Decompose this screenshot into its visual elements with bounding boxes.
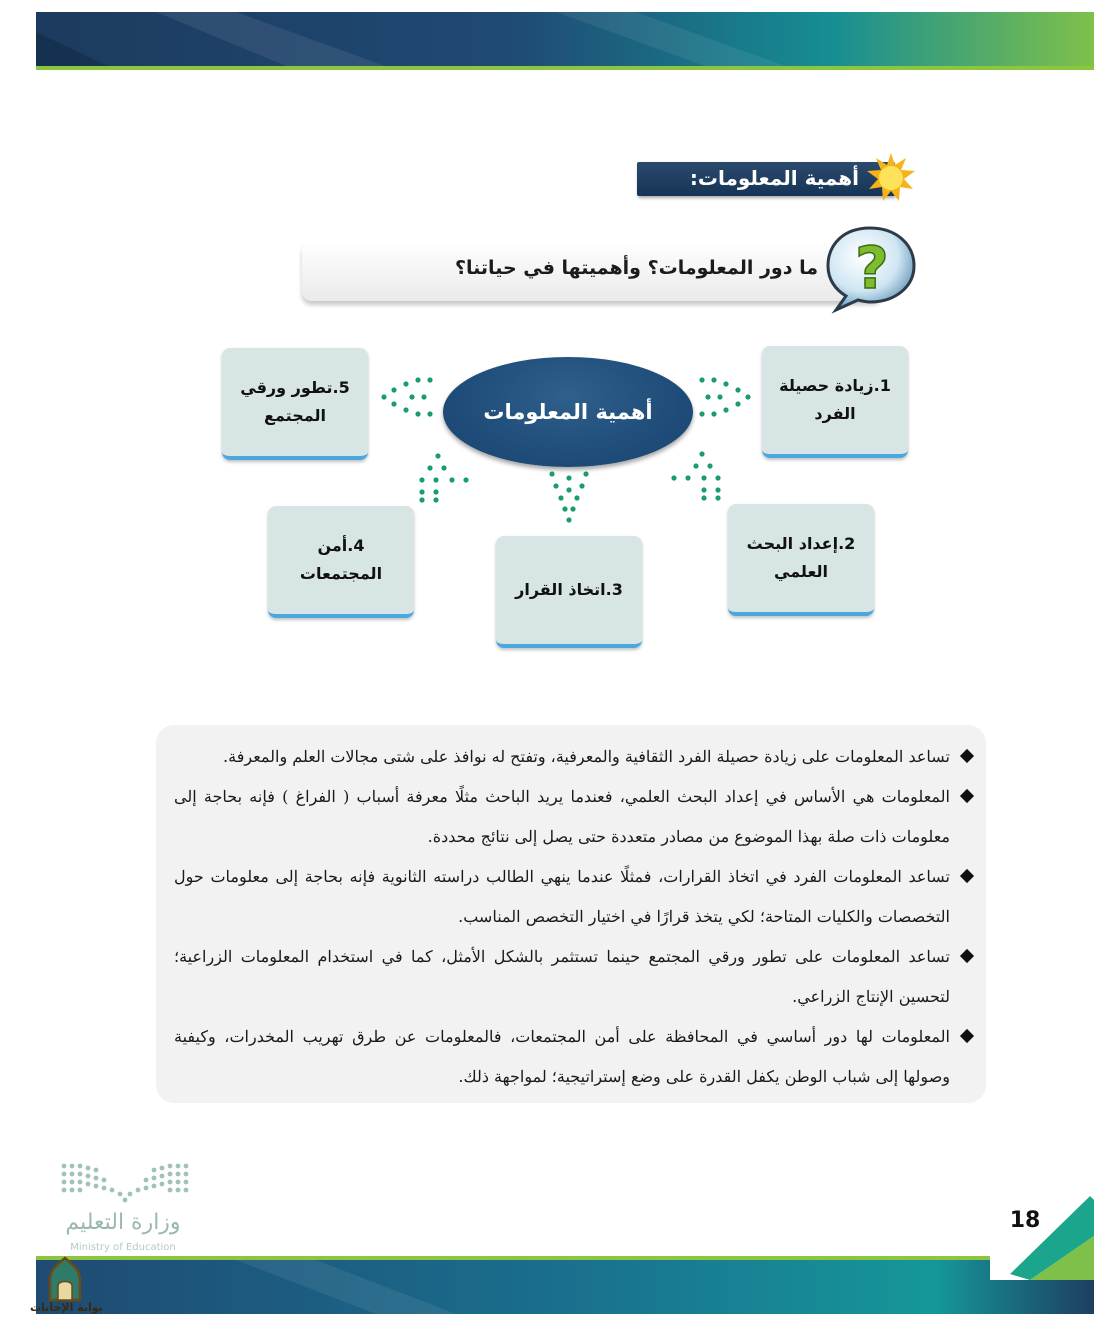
bottom-banner bbox=[36, 1256, 1094, 1314]
bullet-icon bbox=[960, 949, 974, 963]
watermark-text: بوابة الإجابات bbox=[30, 1301, 103, 1314]
ministry-logo-icon bbox=[58, 1160, 192, 1204]
question-text: ما دور المعلومات؟ وأهميتها في حياتنا؟ bbox=[455, 257, 818, 279]
ministry-name-ar: وزارة التعليم bbox=[65, 1210, 181, 1235]
paragraph-2: المعلومات هي الأساس في إعداد البحث العلمي، فعندما يريد الباحث مثلًا معرفة أسباب ( الفراغ ) فإنه بحاجة إلى معلومات ذات صلة بهذا الموضوع من مصادر متعددة حتى يصل إلى نتائج محددة. bbox=[174, 777, 950, 857]
diagram-item-5 bbox=[222, 348, 368, 460]
text-panel bbox=[156, 725, 986, 1103]
sun-icon bbox=[866, 153, 916, 203]
diagram-item-label: 2.إعداد البحث العلمي bbox=[746, 534, 856, 581]
bullet-icon bbox=[960, 789, 974, 803]
paragraph-3: تساعد المعلومات الفرد في اتخاذ القرارات، فمثلًا عندما ينهي الطالب دراسته الثانوية فإنه بحاجة إلى معلومات حول التخصصات والكليات المتاحة؛ لكي يتخذ قرارًا في اختيار التخصص المناسب. bbox=[174, 857, 950, 937]
diagram-item-4 bbox=[268, 506, 414, 618]
question-bar bbox=[302, 241, 882, 301]
center-label: أهمية المعلومات bbox=[483, 400, 653, 424]
diagram-item-label: 1.زيادة حصيلة الفرد bbox=[779, 376, 891, 423]
diagram-item-1 bbox=[762, 346, 908, 458]
bullet-icon bbox=[960, 1029, 974, 1043]
dotted-arrow-1 bbox=[696, 374, 756, 420]
dotted-arrow-5 bbox=[376, 374, 436, 420]
page-number: 18 bbox=[1009, 1208, 1041, 1233]
dotted-arrow-4 bbox=[414, 450, 472, 504]
paragraph-5: المعلومات لها دور أساسي في المحافظة على أمن المجتمعات، فالمعلومات عن طرق تهريب المخدرات، وكيفية وصولها إلى شباب الوطن يكفل القدرة على وضع إستراتيجية؛ لمواجهة ذلك. bbox=[174, 1017, 950, 1097]
mosque-icon bbox=[44, 1256, 86, 1302]
question-mark-icon bbox=[822, 222, 918, 314]
bullet-icon bbox=[960, 869, 974, 883]
ministry-name-en: Ministry of Education bbox=[70, 1242, 176, 1253]
dotted-arrow-3 bbox=[546, 468, 592, 526]
center-ellipse bbox=[443, 357, 693, 467]
dotted-arrow-2 bbox=[668, 448, 726, 502]
diagram-item-label: 3.اتخاذ القرار bbox=[515, 580, 623, 599]
diagram-item-label: 4.أمن المجتمعات bbox=[299, 536, 383, 583]
diagram-item-2 bbox=[728, 504, 874, 616]
paragraph-4: تساعد المعلومات على تطور ورقي المجتمع حينما تستثمر بالشكل الأمثل، كما في استخدام المعلومات الزراعية؛ لتحسين الإنتاج الزراعي. bbox=[174, 937, 950, 1017]
svg-text:?: ? bbox=[855, 234, 889, 302]
top-banner bbox=[36, 12, 1094, 70]
diagram-item-3 bbox=[496, 536, 642, 648]
section-title-bar bbox=[637, 162, 895, 196]
diagram-item-label: 5.تطور ورقي المجتمع bbox=[240, 378, 350, 425]
section-title: أهمية المعلومات: bbox=[689, 166, 859, 190]
paragraph-1: تساعد المعلومات على زيادة حصيلة الفرد الثقافية والمعرفية، وتفتح له نوافذ على شتى مجالات العلم والمعرفة. bbox=[174, 737, 950, 777]
bullet-icon bbox=[960, 749, 974, 763]
